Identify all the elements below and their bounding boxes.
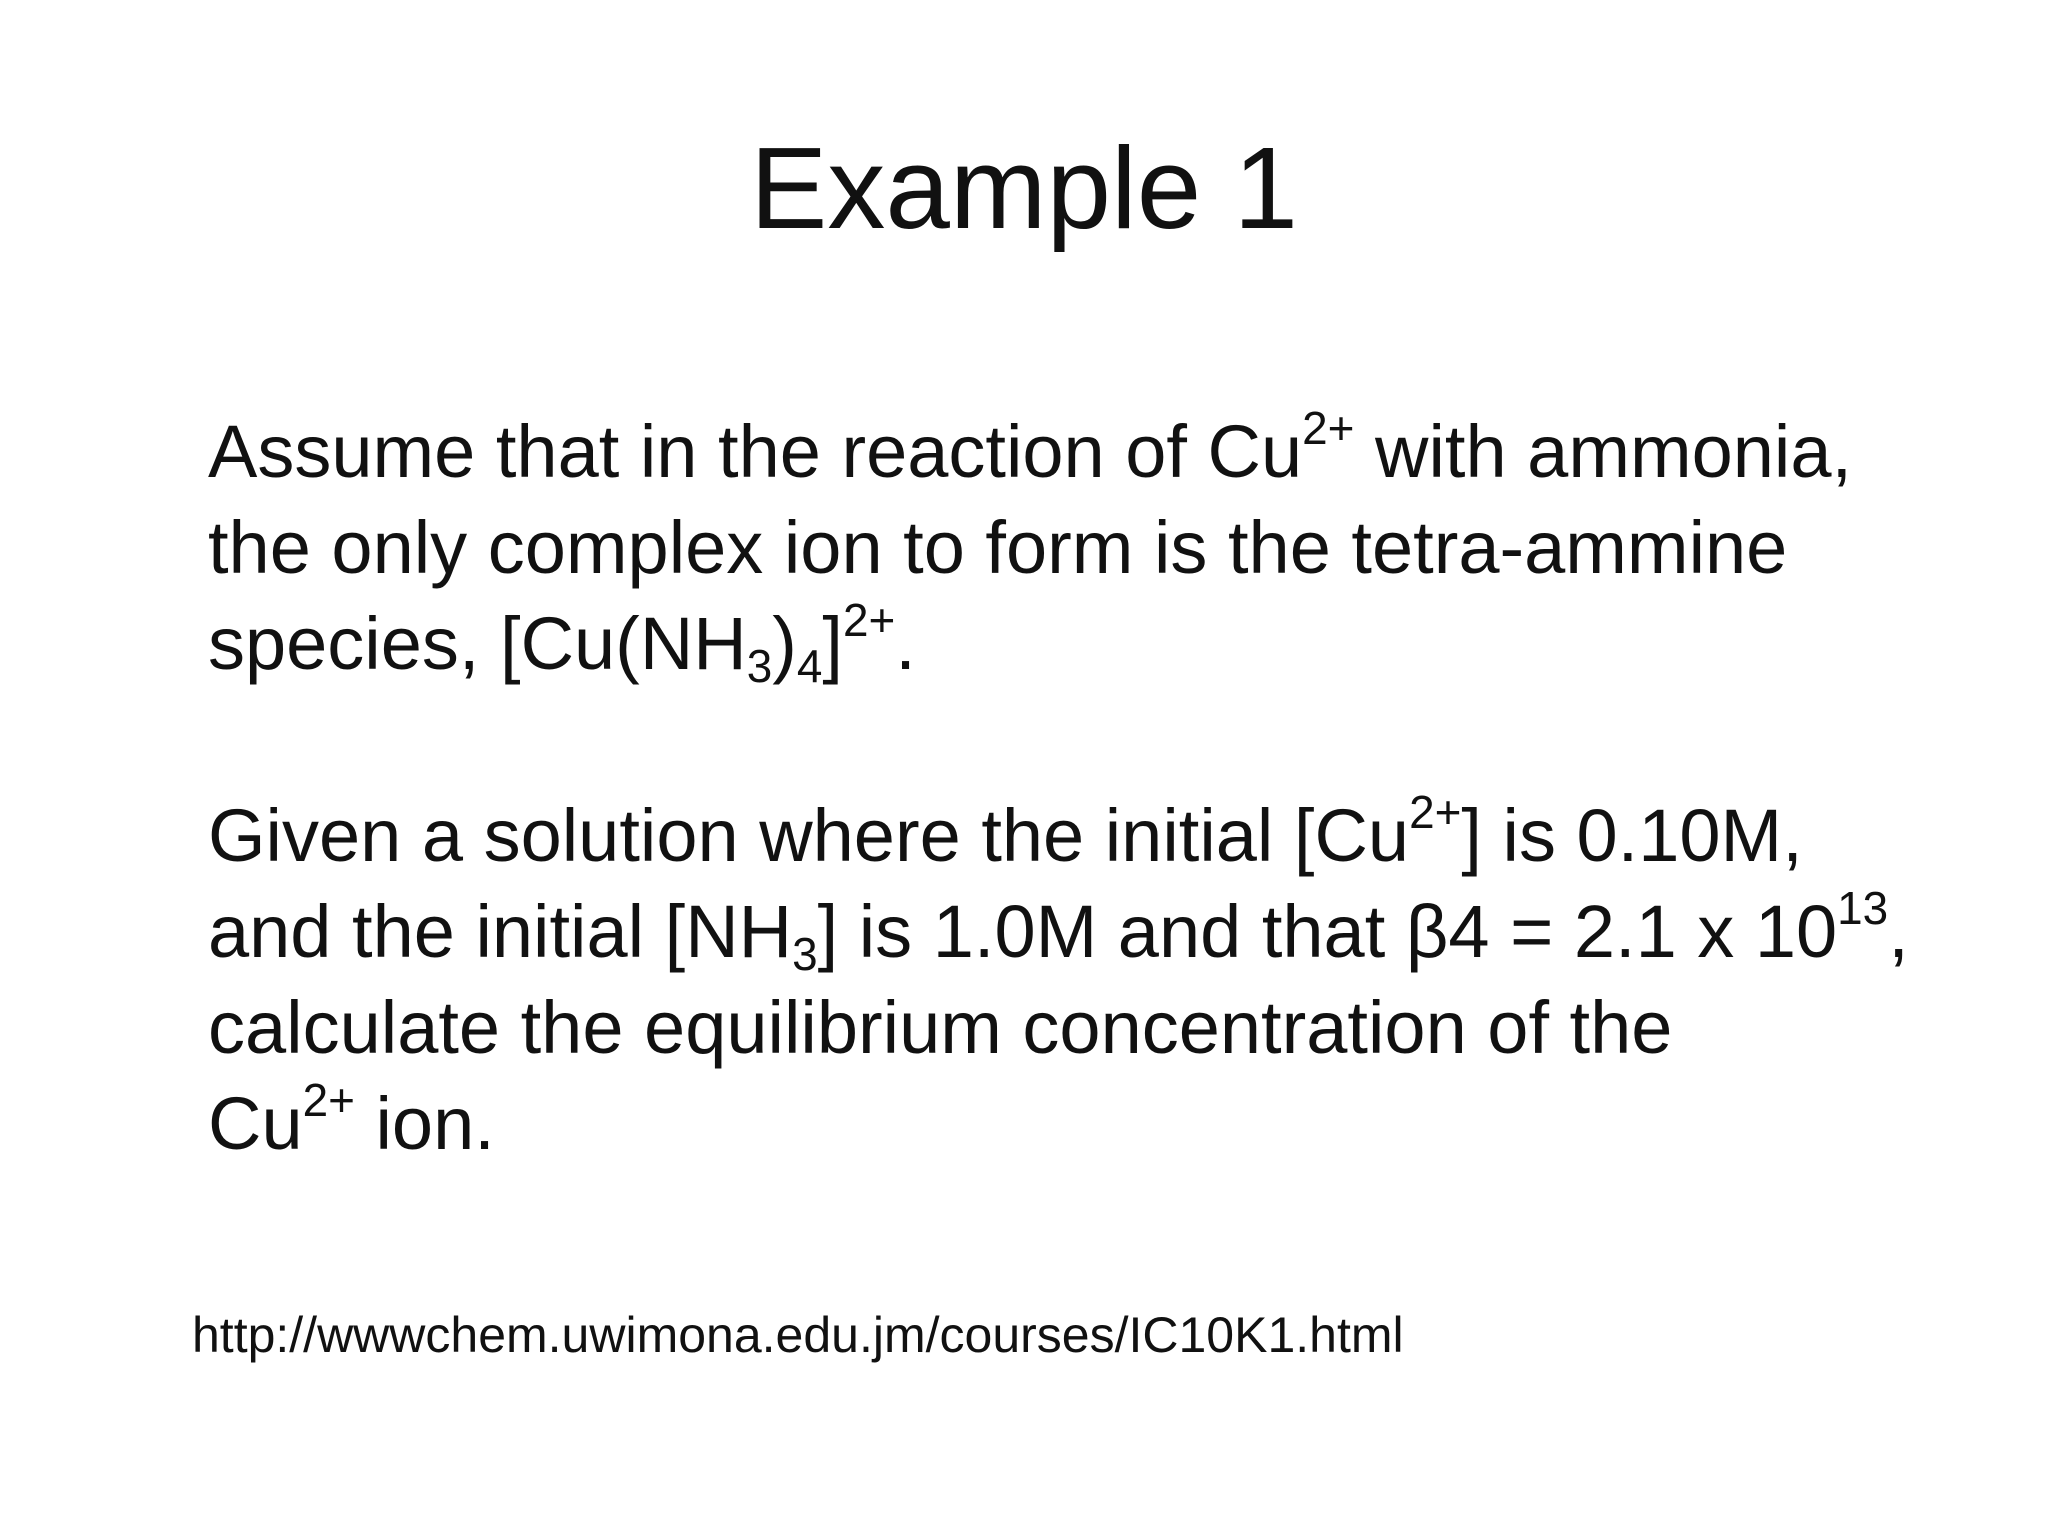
- text-line: [208, 593, 1988, 692]
- subscript: 3: [746, 639, 773, 692]
- text-run: ion.: [354, 1082, 495, 1165]
- text-run: with ammonia,: [1354, 410, 1853, 493]
- text-run: .: [895, 602, 916, 685]
- text-run: ]: [822, 602, 843, 685]
- subscript: 3: [792, 927, 818, 980]
- text-run: ,: [1888, 890, 1909, 973]
- text-run: ] is 1.0M and that β4 = 2.1 x 10: [817, 890, 1838, 973]
- source-url: http://wwwchem.uwimona.edu.jm/courses/IC10K1.html: [192, 1307, 1404, 1363]
- slide-title: Example 1: [749, 123, 1299, 253]
- text-line: [208, 401, 1988, 500]
- superscript: 2+: [302, 1073, 355, 1126]
- superscript: 2+: [842, 593, 896, 646]
- text-line: [208, 1073, 1988, 1172]
- slide-body: [208, 401, 1988, 1172]
- superscript: 2+: [1409, 785, 1462, 838]
- text-line: the only complex ion to form is the tetra-ammine: [208, 506, 1788, 589]
- text-line: calculate the equilibrium concentration of the: [208, 986, 1673, 1069]
- text-run: and the initial [NH: [208, 890, 793, 973]
- text-line: [208, 881, 1988, 980]
- superscript: 2+: [1302, 401, 1355, 454]
- text-run: ] is 0.10M,: [1461, 794, 1803, 877]
- text-run: Assume that in the reaction of Cu: [208, 410, 1303, 493]
- text-run: Cu: [208, 1082, 303, 1165]
- text-run: ): [772, 602, 797, 685]
- subscript: 4: [796, 639, 823, 692]
- problem-statement-paragraph: [208, 401, 1988, 692]
- text-run: species, [Cu(NH: [208, 602, 747, 685]
- text-run: Given a solution where the initial [Cu: [208, 794, 1410, 877]
- given-data-paragraph: [208, 785, 1988, 1172]
- superscript: 13: [1837, 881, 1889, 934]
- text-line: [208, 785, 1988, 884]
